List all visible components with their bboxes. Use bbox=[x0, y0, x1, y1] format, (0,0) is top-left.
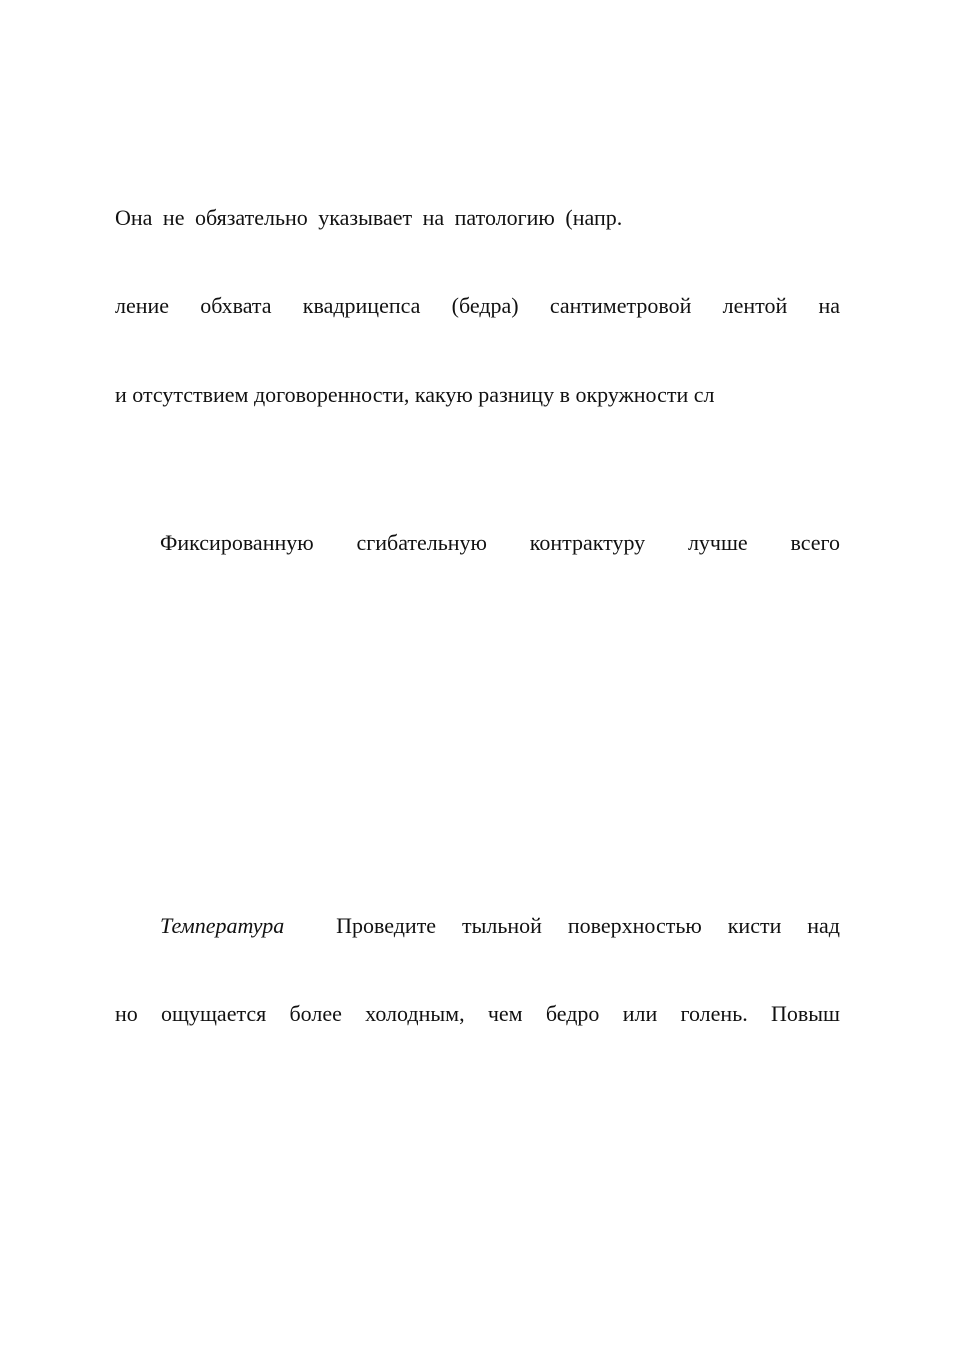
text-line-1 bbox=[115, 204, 840, 232]
temperature-heading: Температура bbox=[160, 913, 285, 938]
temperature-text: Проведите тыльной поверхностью кисти над bbox=[336, 913, 840, 938]
text-line-2: ление обхвата квадрицепса (бедра) сантиметровой лентой на bbox=[115, 293, 840, 318]
paragraph-start-contracture: Фиксированную сгибательную контрактуру лучше всего bbox=[160, 530, 840, 555]
paragraph-temperature bbox=[160, 912, 840, 940]
text-line-last: но ощущается более холодным, чем бедро или голень. Повыш bbox=[115, 1001, 840, 1026]
text-line-3: и отсутствием договоренности, какую разницу в окружности сл bbox=[115, 382, 715, 407]
text-line-1-content: Она не обязательно указывает на патологию (напр. bbox=[115, 205, 623, 230]
